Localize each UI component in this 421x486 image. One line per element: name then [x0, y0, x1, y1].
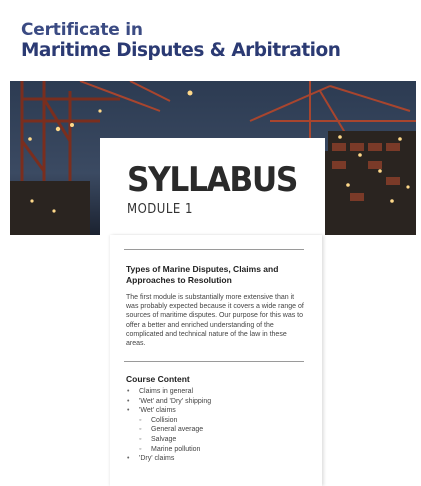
- list-item: • 'Wet' and 'Dry' shipping: [126, 397, 211, 407]
- syllabus-card: [100, 138, 325, 235]
- sub-list-item: ◦ Marine pollution: [126, 445, 211, 455]
- section-body-dispute-types: The first module is substantially more extensive than it was probably expected because it covers a wide range of sources of maritime disputes. Our purpose for this was to offer a better and enriched understanding of the complicated and technical nature of the law in these areas.: [126, 294, 304, 348]
- title-line-2: Maritime Disputes & Arbitration: [21, 40, 341, 61]
- sub-list-item: ◦ Collision: [126, 416, 211, 426]
- list-item: • 'Dry' claims: [126, 454, 211, 464]
- certificate-title: [21, 20, 340, 62]
- module-label: MODULE 1: [127, 202, 193, 217]
- divider: [124, 249, 304, 250]
- course-content-list: [126, 387, 211, 464]
- syllabus-document: [110, 235, 322, 486]
- divider: [124, 361, 304, 362]
- sub-list-item: ◦ Salvage: [126, 435, 211, 445]
- section-heading-dispute-types: Types of Marine Disputes, Claims and Approaches to Resolution: [126, 264, 279, 285]
- sub-list-item: ◦ General average: [126, 425, 211, 435]
- section-heading-course-content: Course Content: [126, 374, 190, 384]
- list-item: • 'Wet' claims: [126, 406, 211, 416]
- syllabus-heading: SYLLABUS: [127, 160, 297, 200]
- title-line-1: Certificate in: [21, 20, 143, 40]
- list-item: • Claims in general: [126, 387, 211, 397]
